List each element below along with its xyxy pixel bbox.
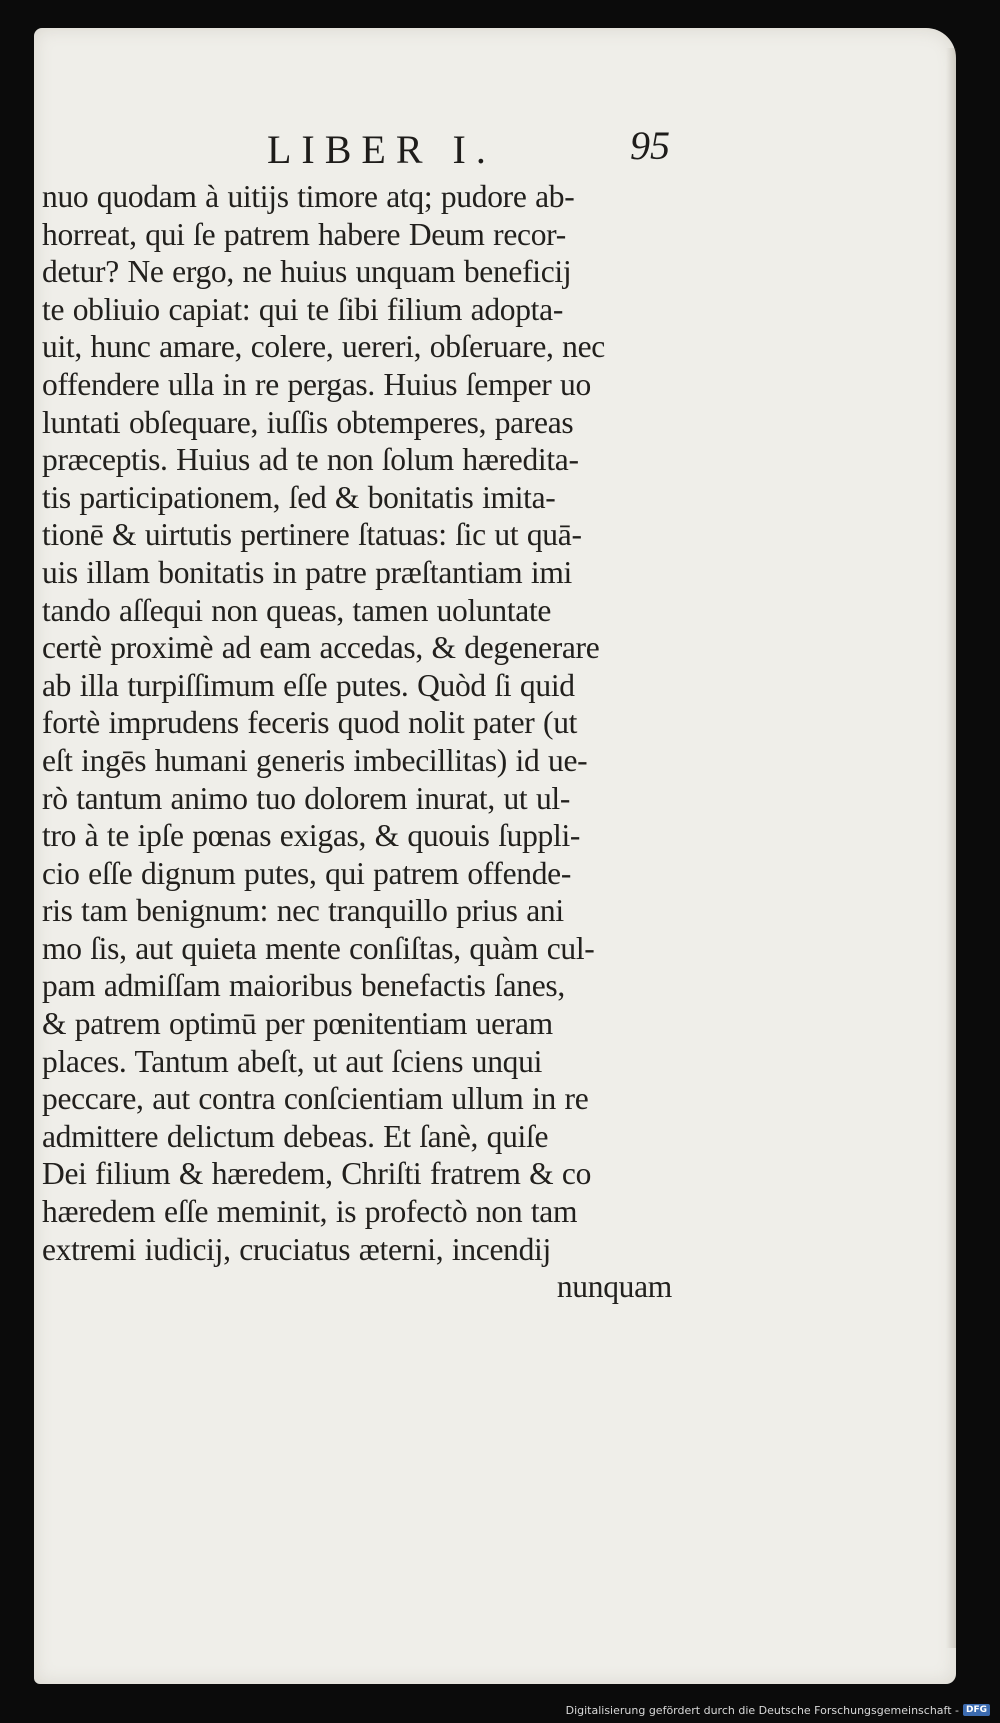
- text-line: ab illa turpiſſimum eſſe putes. Quòd ſi quid: [42, 667, 575, 703]
- text-line: tis participationem, ſed & bonitatis imita-: [42, 479, 556, 515]
- text-line: peccare, aut contra conſcientiam ullum in re: [42, 1081, 589, 1117]
- text-line: mo ſis, aut quieta mente conſiſtas, quàm cul-: [42, 930, 595, 966]
- book-page: [34, 28, 956, 1684]
- text-line: Dei filium & hæredem, Chriſti fratrem & co: [42, 1156, 592, 1192]
- text-line: tando aſſequi non queas, tamen uoluntate: [42, 592, 552, 628]
- text-line: extremi iudicij, cruciatus æterni, incendij: [42, 1231, 551, 1267]
- text-line: uis illam bonitatis in patre præſtantiam imi: [42, 554, 572, 590]
- text-line: præceptis. Huius ad te non ſolum hæredita-: [42, 442, 579, 478]
- text-line: offendere ulla in re pergas. Huius ſemper uo: [42, 366, 591, 402]
- text-line: nuo quodam à uitijs timore atq; pudore ab-: [42, 179, 575, 214]
- text-line: te obliuio capiat: qui te ſibi filium adopta-: [42, 291, 564, 327]
- text-line: ris tam benignum: nec tranquillo prius ani: [42, 893, 564, 929]
- catchword: nunquam: [556, 1269, 672, 1305]
- text-line: pam admiſſam maioribus benefactis ſanes,: [42, 968, 565, 1004]
- text-line: eſt ingēs humani generis imbecillitas) id ue-: [42, 742, 588, 778]
- text-line: certè proximè ad eam accedas, & degenerare: [42, 630, 600, 666]
- text-line: places. Tantum abeſt, ut aut ſciens unqui: [42, 1043, 543, 1079]
- text-line: tionē & uirtutis pertinere ſtatuas: ſic ut quā-: [42, 517, 582, 553]
- text-line: hæredem eſſe meminit, is profectò non tam: [42, 1194, 578, 1230]
- dfg-logo-icon: DFG: [963, 1704, 990, 1716]
- running-head: [34, 123, 956, 176]
- text-line: horreat, qui ſe patrem habere Deum recor-: [42, 216, 566, 252]
- text-line: uit, hunc amare, colere, uereri, obſeruare, nec: [42, 329, 605, 365]
- running-head-title: LIBER I.: [267, 127, 496, 172]
- text-line: & patrem optimū per pœnitentiam ueram: [42, 1006, 553, 1042]
- credit-text: Digitalisierung gefördert durch die Deutsche Forschungsgemeinschaft -: [565, 1703, 959, 1717]
- text-line: luntati obſequare, iuſſis obtemperes, pareas: [42, 404, 574, 440]
- text-line: fortè imprudens feceris quod nolit pater (ut: [42, 705, 578, 741]
- text-line: cio eſſe dignum putes, qui patrem offende-: [42, 855, 572, 891]
- text-line: tro à te ipſe pœnas exigas, & quouis ſuppli-: [42, 818, 581, 854]
- text-line: admittere delictum debeas. Et ſanè, quiſe: [42, 1118, 549, 1154]
- digitization-credit: [566, 1701, 990, 1719]
- text-line: detur? Ne ergo, ne huius unquam beneficij: [42, 254, 572, 290]
- text-line: rò tantum animo tuo dolorem inurat, ut ul-: [42, 780, 571, 816]
- page-number: 95: [630, 123, 670, 168]
- text-block: [42, 178, 672, 1306]
